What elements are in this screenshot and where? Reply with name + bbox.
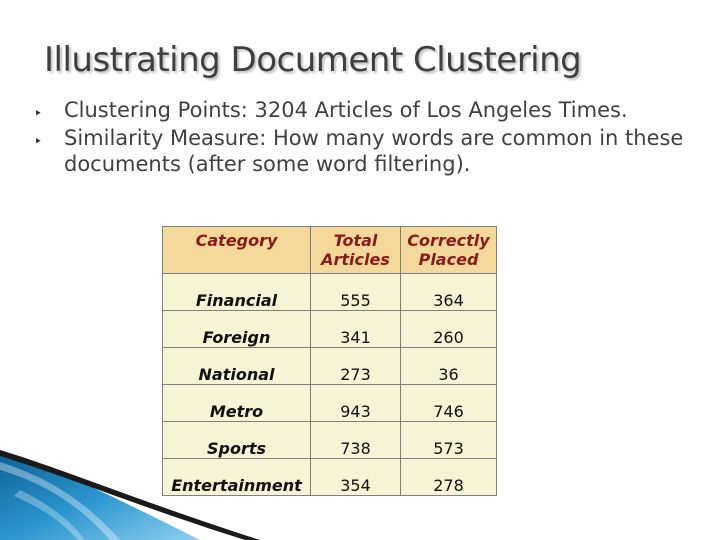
category-cell: Metro (163, 385, 311, 422)
table-row (163, 274, 497, 311)
category-cell: National (163, 348, 311, 385)
header-correctly-placed: Correctly Placed (401, 227, 497, 274)
total-cell: 555 (311, 274, 401, 311)
correct-cell: 36 (401, 348, 497, 385)
category-cell: Financial (163, 274, 311, 311)
table-row (163, 311, 497, 348)
bullet-text: Similarity Measure: How many words are common in these documents (after some word filtering). (64, 126, 684, 176)
correct-cell: 364 (401, 274, 497, 311)
category-cell: Foreign (163, 311, 311, 348)
category-cell: Sports (163, 422, 311, 459)
bullet-list (34, 97, 694, 179)
correct-cell: 746 (401, 385, 497, 422)
bullet-marker-icon: ‣ (34, 106, 43, 122)
total-cell: 341 (311, 311, 401, 348)
decorative-swoosh-graphic (0, 450, 340, 540)
bullet-item (34, 97, 694, 123)
bullet-text: Clustering Points: 3204 Articles of Los Angeles Times. (64, 98, 628, 122)
table-row (163, 385, 497, 422)
total-cell: 354 (311, 459, 401, 496)
slide-title: Illustrating Document Clustering (44, 40, 582, 80)
bullet-marker-icon: ‣ (34, 134, 43, 150)
header-category: Category (163, 227, 311, 274)
bullet-item (34, 125, 694, 177)
total-cell: 273 (311, 348, 401, 385)
category-cell: Entertainment (163, 459, 311, 496)
total-cell: 943 (311, 385, 401, 422)
correct-cell: 573 (401, 422, 497, 459)
correct-cell: 260 (401, 311, 497, 348)
table-header-row (163, 227, 497, 274)
table-row (163, 348, 497, 385)
header-total-articles: Total Articles (311, 227, 401, 274)
total-cell: 738 (311, 422, 401, 459)
correct-cell: 278 (401, 459, 497, 496)
